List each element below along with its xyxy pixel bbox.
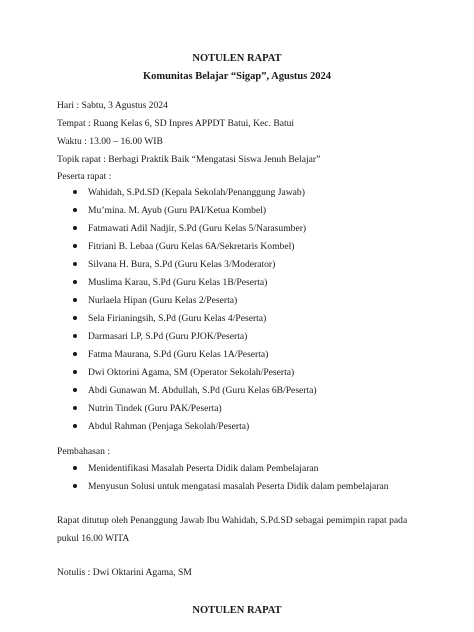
bullet-icon bbox=[73, 334, 77, 338]
bullet-icon bbox=[73, 484, 77, 488]
meeting-day: Hari : Sabtu, 3 Agustus 2024 bbox=[57, 100, 168, 111]
participant-item: Nurlaela Hipan (Guru Kelas 2/Peserta) bbox=[88, 295, 238, 306]
participant-item: Mu’mina. M. Ayub (Guru PAI/Ketua Kombel) bbox=[88, 205, 267, 216]
bullet-icon bbox=[73, 424, 77, 428]
participants-label: Peserta rapat : bbox=[57, 171, 112, 182]
participant-item: Sela Firianingsih, S.Pd (Guru Kelas 4/Peserta) bbox=[88, 313, 267, 324]
bullet-icon bbox=[73, 388, 77, 392]
meeting-place: Tempat : Ruang Kelas 6, SD Inpres APPDT Batui, Kec. Batui bbox=[57, 118, 295, 129]
discussion-item: Menidentifikasi Masalah Peserta Didik dalam Pembelajaran bbox=[88, 463, 319, 474]
participant-item: Abdi Gunawan M. Abdullah, S.Pd (Guru Kelas 6B/Peserta) bbox=[88, 385, 317, 396]
bullet-icon bbox=[73, 280, 77, 284]
bullet-icon bbox=[73, 316, 77, 320]
discussion-item: Menyusun Solusi untuk mengatasi masalah Peserta Didik dalam pembelajaran bbox=[88, 481, 389, 492]
bullet-icon bbox=[73, 226, 77, 230]
participant-item: Fitriani B. Lebaa (Guru Kelas 6A/Sekretaris Kombel) bbox=[88, 241, 295, 252]
closing-line-1: Rapat ditutup oleh Penanggung Jawab Ibu Wahidah, S.Pd.SD sebagai pemimpin rapat pada bbox=[57, 515, 408, 526]
bullet-icon bbox=[73, 466, 77, 470]
participant-item: Wahidah, S.Pd.SD (Kepala Sekolah/Penanggung Jawab) bbox=[88, 187, 305, 198]
document-title: NOTULEN RAPAT bbox=[192, 53, 282, 64]
participant-item: Dwi Oktorini Agama, SM (Operator Sekolah/Peserta) bbox=[88, 367, 295, 378]
bullet-icon bbox=[73, 262, 77, 266]
document-subtitle: Komunitas Belajar “Sigap”, Agustus 2024 bbox=[143, 71, 331, 82]
meeting-topic: Topik rapat : Berbagi Praktik Baik “Mengatasi Siswa Jenuh Belajar” bbox=[57, 154, 321, 165]
participant-item: Fatma Maurana, S.Pd (Guru Kelas 1A/Peserta) bbox=[88, 349, 269, 360]
bullet-icon bbox=[73, 244, 77, 248]
meeting-time: Waktu : 13.00 – 16.00 WIB bbox=[57, 136, 163, 147]
note-taker: Notulis : Dwi Oktarini Agama, SM bbox=[57, 567, 192, 578]
participant-item: Abdul Rahman (Penjaga Sekolah/Peserta) bbox=[88, 421, 250, 432]
closing-line-2: pukul 16.00 WITA bbox=[57, 533, 130, 544]
bullet-icon bbox=[73, 370, 77, 374]
bullet-icon bbox=[73, 190, 77, 194]
discussion-label: Pembahasan : bbox=[57, 446, 111, 457]
participant-item: Silvana H. Bura, S.Pd (Guru Kelas 3/Moderator) bbox=[88, 259, 276, 270]
bullet-icon bbox=[73, 406, 77, 410]
document-title-repeat: NOTULEN RAPAT bbox=[192, 605, 282, 616]
participant-item: Darmasari LP, S.Pd (Guru PJOK/Peserta) bbox=[88, 331, 248, 342]
participant-item: Nutrin Tindek (Guru PAK/Peserta) bbox=[88, 403, 222, 414]
bullet-icon bbox=[73, 208, 77, 212]
bullet-icon bbox=[73, 298, 77, 302]
participant-item: Fatmawati Adil Nadjir, S.Pd (Guru Kelas 5/Narasumber) bbox=[88, 223, 307, 234]
participant-item: Muslima Karau, S.Pd (Guru Kelas 1B/Peserta) bbox=[88, 277, 268, 288]
bullet-icon bbox=[73, 352, 77, 356]
